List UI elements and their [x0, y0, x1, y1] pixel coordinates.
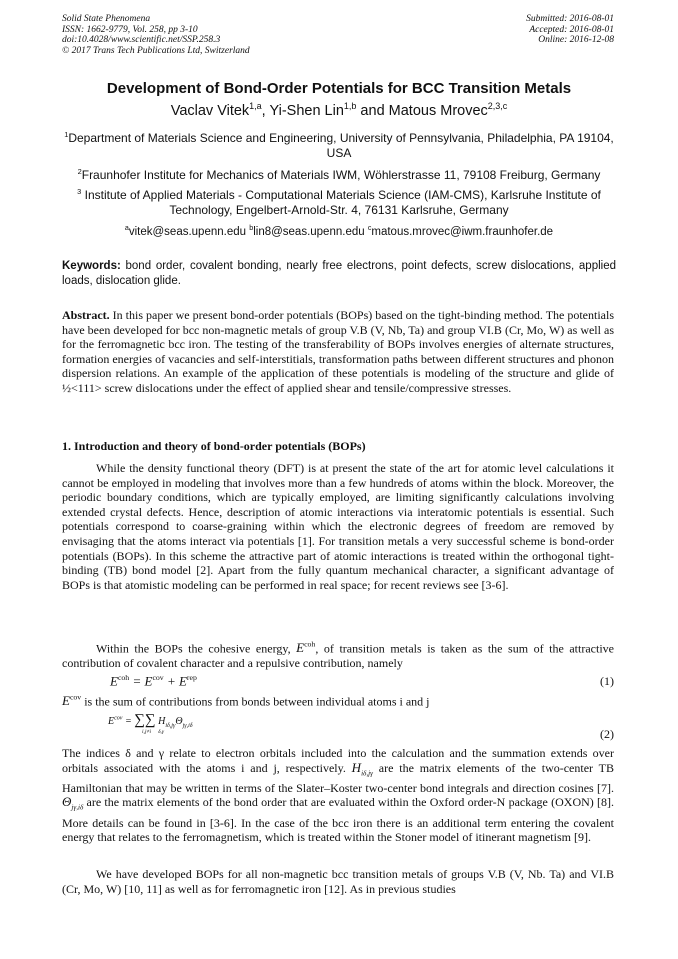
author-affiliation-mark: 1,b: [343, 101, 357, 112]
affiliation-3: [62, 188, 616, 217]
author-name: Yi-Shen Lin: [269, 103, 344, 119]
affiliation-mark: 2: [77, 167, 82, 176]
paragraph-text: are the matrix elements of the two-center TB Hamiltonian that may be written in terms of the Slater–Koster two-center bond integrals and direction cosines [7].: [62, 760, 614, 795]
math-ecov: $E^{cov}$: [62, 693, 82, 709]
section-heading: 1. Introduction and theory of bond-order potentials (BOPs): [62, 439, 366, 453]
submitted-date: Submitted: 2016-08-01: [526, 14, 614, 24]
math-ecoh: $E^{coh}$: [296, 640, 316, 656]
paragraph-text: are the matrix elements of the bond order that are evaluated within the Oxford order-N package (OXON) [8]. More details can be found in [3-6]. In the case of the bcc iron there is an additional term entering the covalent energy that relates to the ferromagnetism, which is treated within the Stoner model of itinerant magnetism [9].: [62, 795, 614, 845]
author-separator: ,: [261, 103, 270, 119]
issn-line: ISSN: 1662-9779, Vol. 258, pp 3-10: [62, 24, 198, 35]
equation-number: (2): [600, 727, 614, 741]
journal-header-right: [526, 14, 614, 46]
body-paragraph: [62, 638, 614, 671]
equation-1: $E^{coh} = E^{cov} + E^{rep}$: [110, 673, 197, 689]
body-paragraph: While the density functional theory (DFT) is at present the state of the art for atomic level calculations it cannot be employed in modeling that involves more than a few hundreds of atoms within the block. Moreover, the periodic boundary conditions, which are typically employed, are limiting significantly calculations involving extended crystal defects. Hence, description of atomic interactions via interatomic potentials is essential. Such potentials correspond to coarse-graining within which the electronic degrees of freedom are removed by envisaging that the atoms interact via potentials [1]. For transition metals a very successful scheme is bond-order potentials (BOPs). In this scheme the attractive part of atomic interactions is treated within the orthogonal tight-binding (TB) bond model [2]. Apart from the fully quantum mechanical character, a significant advantage of BOPs is that atomistic modeling can be performed in real space; for recent reviews see [3-6].: [62, 461, 614, 592]
email-mark: b: [249, 224, 254, 233]
abstract-text: In this paper we present bond-order potentials (BOPs) based on the tight-binding method. The potentials have been developed for bcc non-magnetic metals of group V.B (V, Nb, Ta) and group VI.B (Cr, Mo, W) as well as for the ferromagnetic bcc iron. The testing of the transferability of BOPs involves energies of alternate structures, formation energies of vacancies and self-interstitials, transformation paths between different structures and phonon dispersion relations. An example of the application of these potentials is modeling of the structure and glide of ½<111> screw dislocations under the effect of applied shear and tensile/compressive stresses.: [62, 308, 615, 395]
affiliation-text: Department of Materials Science and Engineering, University of Pennsylvania, Philadelphia, PA 19104, USA: [68, 131, 614, 160]
author-name: Matous Mrovec: [388, 103, 488, 119]
keywords: [62, 259, 616, 288]
equation-number: (1): [600, 674, 614, 688]
keywords-label: Keywords:: [62, 260, 121, 272]
email-address: matous.mrovec@iwm.fraunhofer.de: [371, 226, 554, 238]
journal-header-left: [62, 14, 250, 56]
affiliation-mark: 1: [64, 130, 69, 139]
affiliation-2: [62, 168, 616, 183]
affiliation-1: [62, 131, 616, 160]
accepted-date: Accepted: 2016-08-01: [529, 24, 614, 35]
paragraph-text: is the sum of contributions from bonds between individual atoms i and j: [81, 694, 430, 709]
affiliation-mark: 3: [77, 187, 82, 196]
abstract: [62, 308, 614, 396]
email-address: lin8@seas.upenn.edu: [253, 226, 368, 238]
paragraph-text: The indices δ and γ relate to electron orbitals included into the calculation and the summation extends over orbitals associated with the atoms i and j, respectively.: [62, 746, 614, 775]
body-paragraph: We have developed BOPs for all non-magnetic bcc transition metals of groups V.B (V, Nb. Ta) and VI.B (Cr, Mo, W) [10, 11] as well as for ferromagnetic iron [12]. As in previous studies: [62, 867, 614, 896]
paragraph-text: , of transition metals is taken as the sum of the attractive contribution of covalent character and a repulsive contribution, namely: [62, 641, 614, 670]
paper-title: Development of Bond-Order Potentials for BCC Transition Metals: [106, 80, 572, 97]
doi-line: doi:10.4028/www.scientific.net/SSP.258.3: [62, 35, 221, 45]
math-hamiltonian: $H_{i\delta,j\gamma}$: [351, 759, 373, 778]
author-list: [40, 103, 638, 119]
equation-2: $E^{cov}$ = ∑∑ $H_{i\delta,j\gamma}\Theta_{j\gamma,i\delta}$ i,j≠i δ,γ: [108, 712, 193, 735]
affiliation-text: Institute of Applied Materials - Computational Materials Science (IAM-CMS), Karlsruhe Institute of Technology, Engelbert-Arnold-Str. 4, 76131 Karlsruhe, Germany: [81, 188, 601, 217]
author-emails: [62, 226, 616, 238]
body-paragraph: [62, 693, 614, 709]
affiliation-text: Fraunhofer Institute for Mechanics of Materials IWM, Wöhlerstrasse 11, 79108 Freiburg, Germany: [81, 168, 601, 182]
paragraph-text: Within the BOPs the cohesive energy,: [96, 641, 297, 656]
email-mark: c: [367, 224, 372, 233]
email-mark: a: [124, 224, 129, 233]
author-affiliation-mark: 2,3,c: [487, 101, 508, 112]
math-bond-order: $\Theta_{j\gamma,i\delta}$: [62, 794, 84, 812]
author-name: Vaclav Vitek: [170, 103, 250, 119]
author-affiliation-mark: 1,a: [249, 101, 262, 112]
author-separator: and: [356, 103, 389, 119]
journal-name: Solid State Phenomena: [62, 14, 151, 24]
online-date: Online: 2016-12-08: [538, 35, 614, 45]
keywords-text: bond order, covalent bonding, nearly free electrons, point defects, screw dislocations, applied loads, dislocation glide.: [62, 260, 616, 287]
body-paragraph: [62, 746, 614, 845]
copyright-line: © 2017 Trans Tech Publications Ltd, Switzerland: [62, 45, 250, 56]
abstract-label: Abstract.: [62, 308, 110, 322]
email-address: vitek@seas.upenn.edu: [128, 226, 250, 238]
